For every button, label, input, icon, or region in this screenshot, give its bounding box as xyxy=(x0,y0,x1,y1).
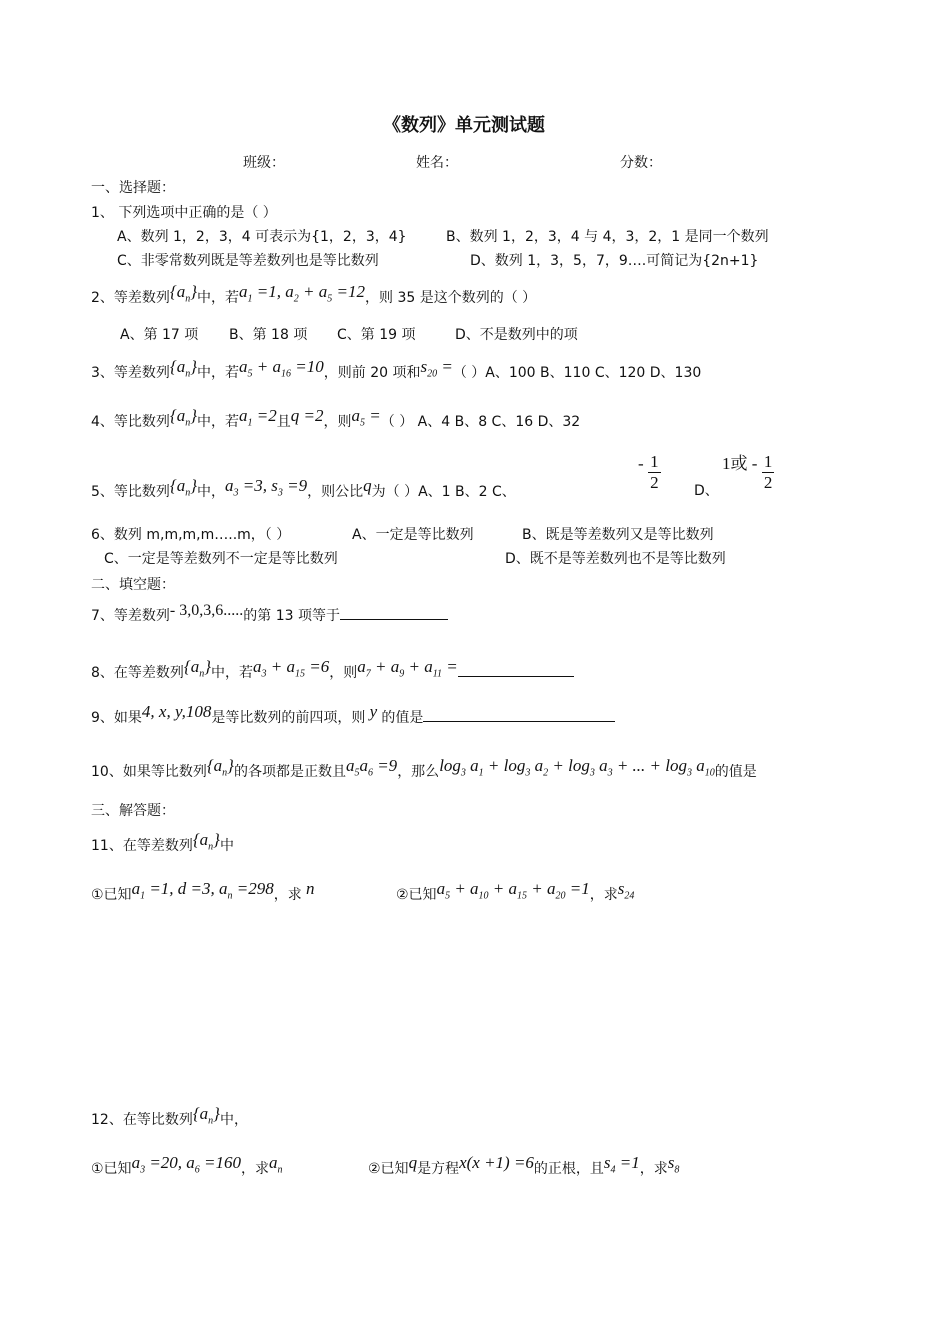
q3-formula-an: $\{a_n\}$ xyxy=(169,357,198,380)
q8-text-1: 8、在等差数列 xyxy=(91,665,184,681)
q5-formula-an: $\{a_n\}$ xyxy=(169,476,198,499)
q9-text-3: 的值是 xyxy=(381,710,424,726)
q2-text-1: 2、等差数列 xyxy=(91,290,170,306)
q5-fraction-half-2: $\frac{1}{2}$ xyxy=(763,452,773,492)
name-label: 姓名： xyxy=(416,155,458,171)
q12-part1-label: ①已知 xyxy=(91,1161,132,1177)
page-title: 《数列》单元测试题 xyxy=(383,115,545,136)
q2-option-d: D、不是数列中的项 xyxy=(455,327,578,343)
q3-text-2: 中，若 xyxy=(197,365,240,381)
q12-part1-ask: ，求 xyxy=(241,1161,270,1177)
q1-option-c: C、非零常数列既是等差数列也是等比数列 xyxy=(117,253,379,269)
q11-text-1: 11、在等差数列 xyxy=(91,838,193,854)
q11-text-2: 中 xyxy=(219,838,234,854)
q12-part2-s4: $s_4 =1$ xyxy=(603,1153,640,1176)
q6-option-a: A、一定是等比数列 xyxy=(352,527,474,543)
q1-stem: 1、 下列选项中正确的是（ ） xyxy=(91,205,277,221)
q11-part1 xyxy=(91,879,315,911)
q12-part2 xyxy=(368,1153,680,1185)
q5-option-c-formula: - $\frac{1}{2}$ xyxy=(638,452,659,492)
q8-text-2: 中，若 xyxy=(211,665,254,681)
q11-part2-label: ②已知 xyxy=(396,887,437,903)
q5-option-d-label: D、 xyxy=(694,483,719,499)
class-label: 班级： xyxy=(243,155,285,171)
q9-text-2: 是等比数列的前四项，则 xyxy=(211,710,366,726)
q10-formula-an: $\{a_n\}$ xyxy=(206,756,234,779)
q8-formula-sum: $a_7 + a_9 + a_{11}$ = xyxy=(357,657,458,680)
q2-formula-an: $\{a_n\}$ xyxy=(169,282,198,305)
q12-part2-q: q xyxy=(408,1153,418,1172)
q3-text-3: ，则前 20 项和 xyxy=(323,365,421,381)
q10-text-1: 10、如果等比数列 xyxy=(91,764,207,780)
q4-options: （ ） A、4 B、8 C、16 D、32 xyxy=(380,414,581,430)
q9-formula-y: y xyxy=(365,702,382,721)
q11-part2-ask: ，求 xyxy=(589,887,618,903)
q8-stem xyxy=(91,657,574,689)
section-fill: 二、填空题： xyxy=(91,577,175,593)
q10-formula-product: $a_5a_6 =9$ xyxy=(345,756,398,779)
q3-stem xyxy=(91,357,702,389)
q11-stem xyxy=(91,830,234,862)
q12-part1-formula: $a_3 =20$, $a_6 =160$ xyxy=(131,1153,242,1176)
q7-stem xyxy=(91,603,448,626)
q10-formula-logsum: $\log_3 a_1 + \log_3 a_2 + \log_3 a_3$ + ... + $\log_3 a_{10}$ xyxy=(439,756,715,779)
q4-text-3: 且 xyxy=(276,414,291,430)
q4-text-2: 中，若 xyxy=(197,414,240,430)
q3-formula-s20: $s_{20}$ = xyxy=(420,357,453,380)
q4-formula-a1: $a_1 =2$ xyxy=(239,406,277,429)
q1-option-b: B、数列 1，2，3，4 与 4，3，2，1 是同一个数列 xyxy=(446,229,769,245)
q10-text-4: 的值是 xyxy=(714,764,757,780)
q12-part1-target: $a_n$ xyxy=(269,1153,283,1176)
q4-stem xyxy=(91,406,581,438)
q12-text-2: 中， xyxy=(219,1112,248,1128)
q12-part1 xyxy=(91,1153,283,1185)
section-choice: 一、选择题： xyxy=(91,180,175,196)
q5-stem xyxy=(91,476,516,508)
q9-stem xyxy=(91,702,615,728)
q7-text-1: 7、等差数列 xyxy=(91,608,170,624)
q12-part2-ask: ，求 xyxy=(639,1161,668,1177)
q5-formula-q: q xyxy=(363,476,372,495)
q8-text-3: ，则 xyxy=(329,665,358,681)
q12-part2-text: 是方程 xyxy=(417,1161,460,1177)
q2-option-b: B、第 18 项 xyxy=(229,327,308,343)
q2-stem xyxy=(91,282,537,314)
score-label: 分数： xyxy=(620,155,662,171)
q8-formula-an: $\{a_n\}$ xyxy=(183,657,212,680)
q11-part1-ask: ，求 xyxy=(273,887,302,903)
q12-part2-label: ②已知 xyxy=(368,1161,409,1177)
q4-formula-q: q =2 xyxy=(290,406,324,425)
q1-option-d: D、数列 1，3，5，7，9….可简记为{2n+1} xyxy=(470,253,759,269)
q11-part2-target: $s_{24}$ xyxy=(617,879,635,902)
q1-option-a: A、数列 1，2，3，4 可表示为{1，2，3，4} xyxy=(117,229,407,245)
q4-text-1: 4、等比数列 xyxy=(91,414,170,430)
q5-text-2: 中， xyxy=(197,484,226,500)
q8-answer-blank[interactable] xyxy=(458,660,574,677)
q12-part2-target: $s_8$ xyxy=(667,1153,680,1176)
q3-formula-condition: $a_5 + a_{16} =10$ xyxy=(239,357,324,380)
q5-text-3: ，则公比 xyxy=(307,484,364,500)
q11-part1-label: ①已知 xyxy=(91,887,132,903)
q9-answer-blank[interactable] xyxy=(423,705,615,722)
q5-text-1: 5、等比数列 xyxy=(91,484,170,500)
q6-option-c: C、一定是等差数列不一定是等比数列 xyxy=(104,551,338,567)
q2-text-2: 中，若 xyxy=(197,290,240,306)
q8-formula-condition: $a_3 + a_{15} =6$ xyxy=(253,657,330,680)
q3-text-1: 3、等差数列 xyxy=(91,365,170,381)
q2-option-a: A、第 17 项 xyxy=(120,327,199,343)
q10-text-3: ，那么 xyxy=(397,764,440,780)
q2-text-3: ，则 35 是这个数列的（ ） xyxy=(365,290,537,306)
q6-option-b: B、既是等差数列又是等比数列 xyxy=(522,527,714,543)
q5-formula-condition: $a_3 =3$, $s_3 =9$ xyxy=(225,476,308,499)
q2-formula-condition: $a_1 =1$, $a_2 + a_5 =12$ xyxy=(239,282,365,305)
q5-fraction-half: $\frac{1}{2}$ xyxy=(650,452,659,492)
q12-stem xyxy=(91,1104,248,1136)
q11-part1-target: n xyxy=(301,879,315,898)
q12-text-1: 12、在等比数列 xyxy=(91,1112,193,1128)
q7-answer-blank[interactable] xyxy=(340,603,448,620)
q6-stem: 6、数列 m,m,m,m…..m，（ ） xyxy=(91,527,291,543)
q2-option-c: C、第 19 项 xyxy=(337,327,416,343)
q11-part1-formula: $a_1 =1$, d =3, $a_n =298$ xyxy=(131,879,274,902)
q9-sequence: 4, x, y,108 xyxy=(141,702,212,721)
q10-stem xyxy=(91,756,757,788)
section-solve: 三、解答题： xyxy=(91,803,175,819)
q7-sequence: - 3,0,3,6..... xyxy=(169,602,244,619)
q5-option-d-formula: 1或 - $\frac{1}{2}$ xyxy=(722,452,773,492)
q9-text-1: 9、如果 xyxy=(91,710,142,726)
q12-formula-an: $\{a_n\}$ xyxy=(192,1104,220,1127)
q11-part2-formula: $a_5 + a_{10} + a_{15} + a_{20} =1$ xyxy=(436,879,590,902)
q3-options: （ ）A、100 B、110 C、120 D、130 xyxy=(452,365,702,381)
q5-text-4: 为（ ）A、1 B、2 C、 xyxy=(371,484,516,500)
q4-formula-a5: $a_5$ = xyxy=(351,406,381,429)
q4-formula-an: $\{a_n\}$ xyxy=(169,406,198,429)
q6-option-d: D、既不是等差数列也不是等比数列 xyxy=(505,551,726,567)
q12-part2-text-2: 的正根，且 xyxy=(533,1161,604,1177)
q4-text-4: ，则 xyxy=(323,414,352,430)
q11-part2 xyxy=(396,879,635,911)
q12-part2-equation: x(x +1) =6 xyxy=(459,1153,534,1172)
q7-text-2: 的第 13 项等于 xyxy=(243,608,340,624)
q10-text-2: 的各项都是正数且 xyxy=(233,764,346,780)
q11-formula-an: $\{a_n\}$ xyxy=(192,830,220,853)
